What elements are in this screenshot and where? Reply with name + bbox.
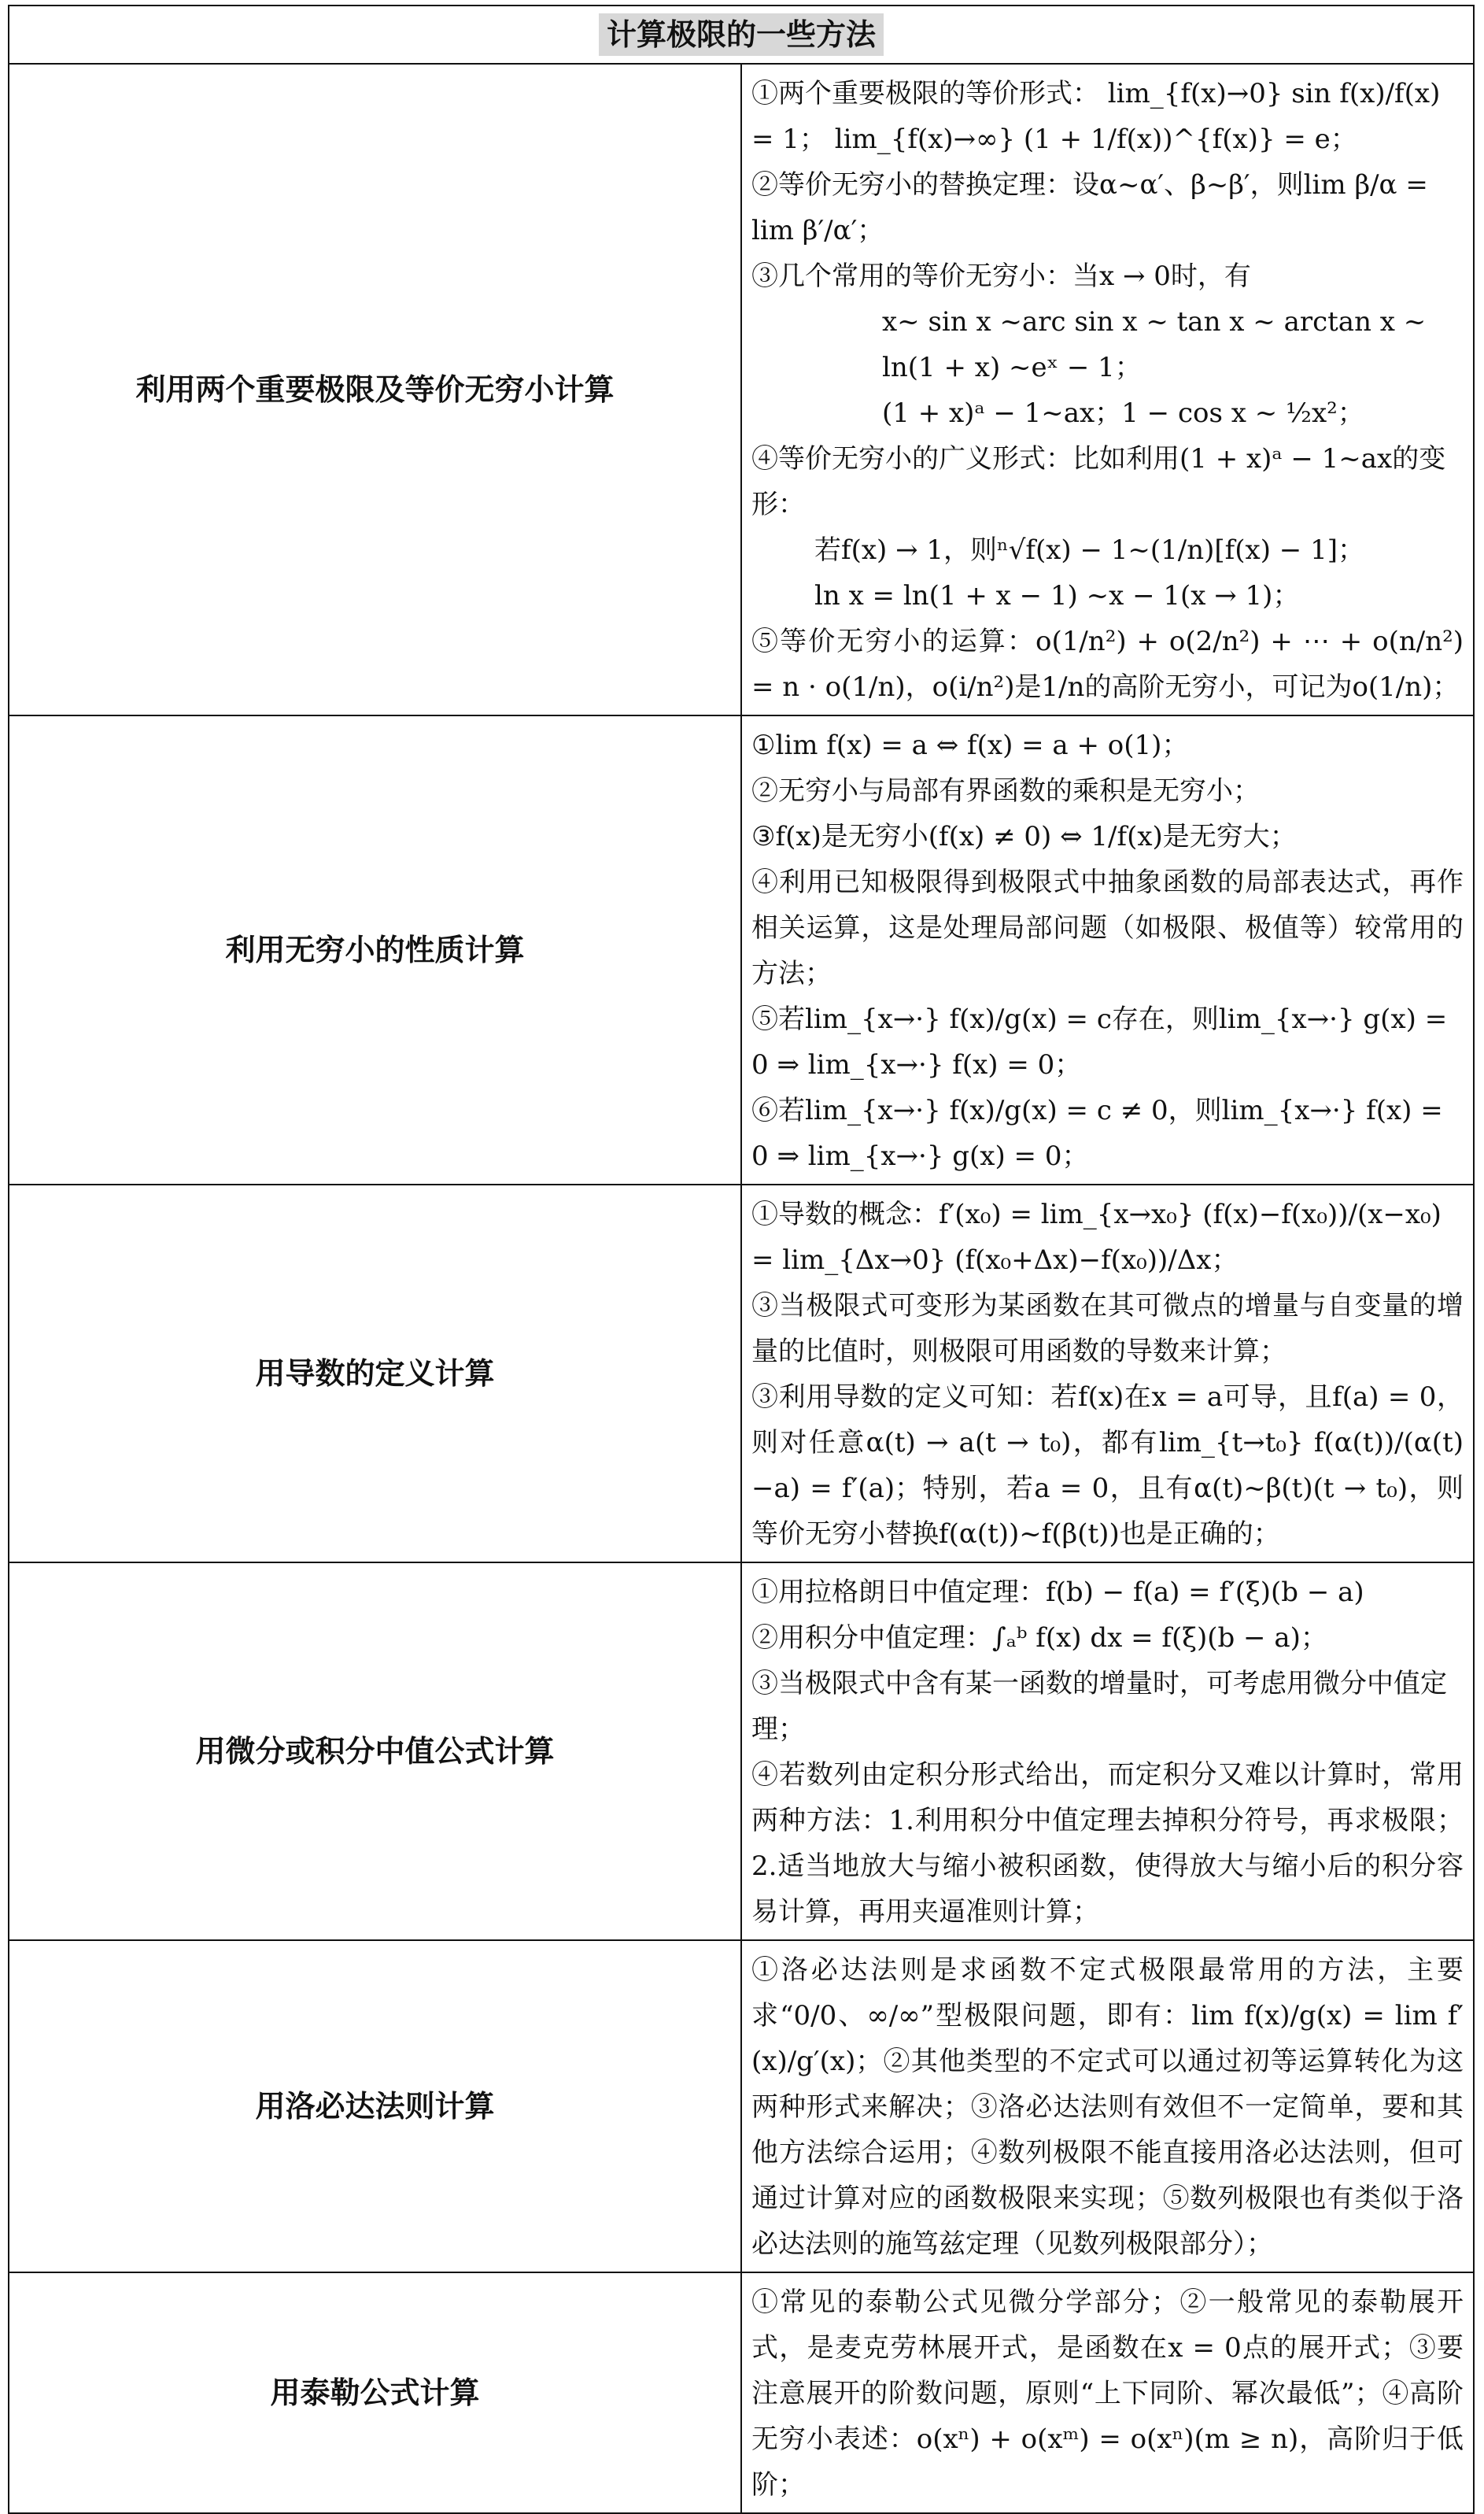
section-content [741, 64, 1474, 715]
category-label: 用导数的定义计算 [9, 1185, 741, 1562]
content-line: ln x = ln(1 + x − 1) ~x − 1(x → 1)； [814, 580, 1300, 612]
content-line: ②无穷小与局部有界函数的乘积是无穷小； [751, 775, 1260, 807]
content-line: ③f(x)是无穷小(f(x) ≠ 0) ⇔ 1/f(x)是无穷大； [751, 821, 1297, 852]
category-label: 用泰勒公式计算 [9, 2272, 741, 2513]
content-line: ①导数的概念：f′(x₀) = lim_{x→x₀} (f(x)−f(x₀))/(x−x₀) = lim_{Δx→0} (f(x₀+Δx)−f(x₀))/Δx； [751, 1199, 1442, 1276]
content-line: ③利用导数的定义可知：若f(x)在x = a可导，且f(a) = 0，则对任意α(t) → a(t → t₀)，都有lim_{t→t₀} f(α(t))/(α(t)−a) = f′(a)；特别，若a = 0，且有α(t)~β(t)(t → t₀)，则等价无穷小替换f(α(t))~f(β(t))也是正确的； [751, 1381, 1464, 1550]
content-line: ②等价无穷小的替换定理：设α~α′、β~β′，则lim β/α = lim β′/α′； [751, 169, 1428, 246]
title-cell [9, 6, 1474, 64]
content-line: ①两个重要极限的等价形式： lim_{f(x)→0} sin f(x)/f(x) = 1； lim_{f(x)→∞} (1 + 1/f(x))^{f(x)} = e； [751, 78, 1441, 155]
content-line: ③几个常用的等价无穷小：当x → 0时，有 [751, 261, 1251, 292]
category-label: 利用无穷小的性质计算 [9, 715, 741, 1185]
category-label: 用洛必达法则计算 [9, 1940, 741, 2272]
content-line: ②用积分中值定理：∫ₐᵇ f(x) dx = f(ξ)(b − a)； [751, 1622, 1327, 1654]
content-line: ①洛必达法则是求函数不定式极限最常用的方法，主要求“0/0、∞/∞”型极限问题，即有：lim f(x)/g(x) = lim f′(x)/g′(x)；②其他类型的不定式可以通过初等运算转化为这两种形式来解决；③洛必达法则有效但不一定简单，要和其他方法综合运用；④数列极限不能直接用洛必达法则，但可通过计算对应的函数极限来实现；⑤数列极限也有类似于洛必达法则的施笃兹定理（见数列极限部分）； [751, 1954, 1464, 2260]
content-line: ⑤若lim_{x→·} f(x)/g(x) = c存在，则lim_{x→·} g(x) = 0 ⇒ lim_{x→·} f(x) = 0； [751, 1004, 1448, 1081]
content-line: ⑤等价无穷小的运算：o(1/n²) + o(2/n²) + ⋯ + o(n/n²) = n · o(1/n)，o(i/n²)是1/n的高阶无穷小，可记为o(1/n)； [751, 626, 1464, 703]
content-line: ①常见的泰勒公式见微分学部分；②一般常见的泰勒展开式，是麦克劳林展开式，是函数在x = 0点的展开式；③要注意展开的阶数问题，原则“上下同阶、幂次最低”；④高阶无穷小表述：o(xⁿ) + o(xᵐ) = o(xⁿ)(m ≥ n)，高阶归于低阶； [751, 2287, 1464, 2501]
content-line: 若f(x) → 1，则ⁿ√f(x) − 1~(1/n)[f(x) − 1]； [814, 534, 1364, 566]
content-line: ⑥若lim_{x→·} f(x)/g(x) = c ≠ 0，则lim_{x→·} f(x) = 0 ⇒ lim_{x→·} g(x) = 0； [751, 1095, 1443, 1172]
page [8, 5, 1475, 2514]
methods-table [8, 5, 1475, 2514]
section-content [741, 1562, 1474, 1940]
section-content [741, 1940, 1474, 2272]
content-line: ④等价无穷小的广义形式：比如利用(1 + x)ᵃ − 1~ax的变形： [751, 443, 1446, 520]
category-label: 利用两个重要极限及等价无穷小计算 [9, 64, 741, 715]
content-line: ④利用已知极限得到极限式中抽象函数的局部表达式，再作相关运算，这是处理局部问题（如极限、极值等）较常用的方法； [751, 867, 1464, 989]
content-line: ③当极限式可变形为某函数在其可微点的增量与自变量的增量的比值时，则极限可用函数的导数来计算； [751, 1290, 1464, 1367]
content-line: x~ sin x ~arc sin x ~ tan x ~ arctan x ~ ln(1 + x) ~eˣ − 1； [882, 306, 1427, 383]
content-line: ①lim f(x) = a ⇔ f(x) = a + o(1)； [751, 730, 1189, 761]
content-line: (1 + x)ᵃ − 1~ax；1 − cos x ~ ½x²； [882, 397, 1364, 429]
section-content [741, 1185, 1474, 1562]
content-line: ③当极限式中含有某一函数的增量时，可考虑用微分中值定理； [751, 1668, 1447, 1745]
content-line: ①用拉格朗日中值定理：f(b) − f(a) = f′(ξ)(b − a) [751, 1577, 1364, 1608]
section-content [741, 2272, 1474, 2513]
section-content [741, 715, 1474, 1185]
table-title: 计算极限的一些方法 [599, 13, 884, 56]
category-label: 用微分或积分中值公式计算 [9, 1562, 741, 1940]
content-line: ④若数列由定积分形式给出，而定积分又难以计算时，常用两种方法：1.利用积分中值定理去掉积分符号，再求极限；2.适当地放大与缩小被积函数，使得放大与缩小后的积分容易计算，再用夹逼准则计算； [751, 1759, 1464, 1928]
